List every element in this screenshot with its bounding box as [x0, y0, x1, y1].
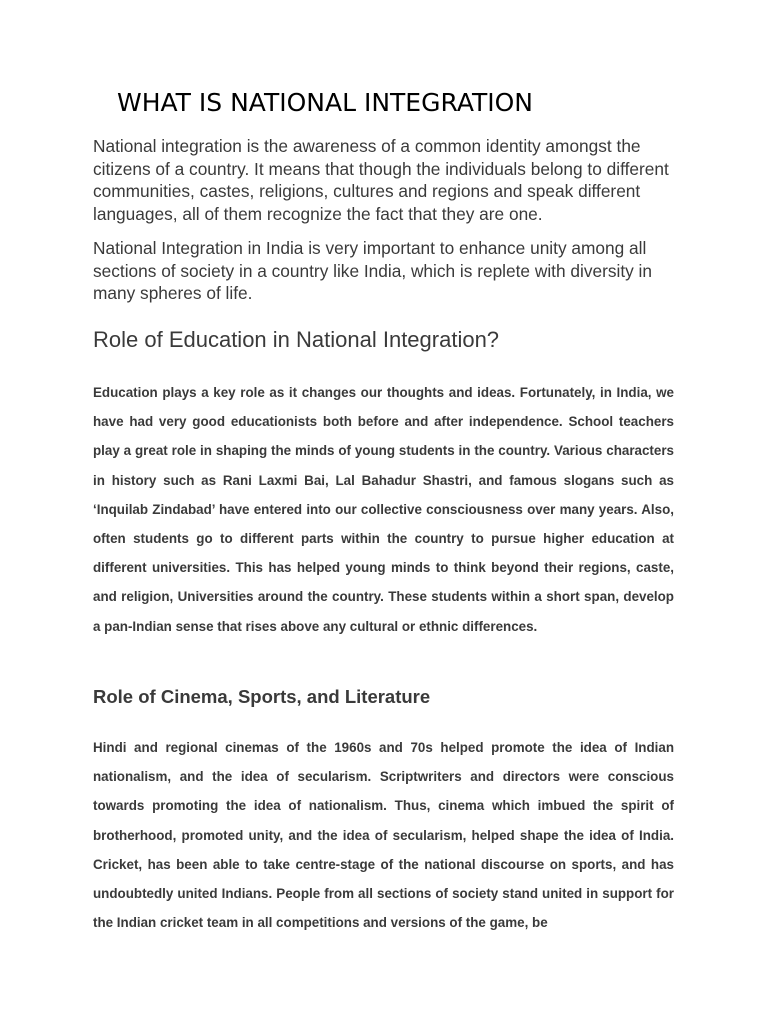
- education-section-heading: Role of Education in National Integration?: [93, 327, 500, 352]
- cinema-section-heading: Role of Cinema, Sports, and Literature: [93, 686, 431, 707]
- document-title: WHAT IS NATIONAL INTEGRATION: [117, 88, 534, 117]
- cinema-section-body: Hindi and regional cinemas of the 1960s and 70s helped promote the idea of Indian nationalism, and the idea of secularism. Scriptwriters and directors were conscious towards promoting the idea of nationalism. Thus, cinema which imbued the spirit of brotherhood, promoted unity, and the idea of secularism, helped shape the idea of India. Cricket, has been able to take centre-stage of the national discourse on sports, and has undoubtedly united Indians. People from all sections of society stand united in support for the Indian cricket team in all competitions and versions of the game, be: [93, 740, 674, 931]
- education-section-body: Education plays a key role as it changes our thoughts and ideas. Fortunately, in India, we have had very good educationists both before and after independence. School teachers play a great role in shaping the minds of young students in the country. Various characters in history such as Rani Laxmi Bai, Lal Bahadur Shastri, and famous slogans such as ‘Inquilab Zindabad’ have entered into our collective consciousness over many years. Also, often students go to different parts within the country to pursue higher education at different universities. This has helped young minds to think beyond their regions, caste, and religion, Universities around the country. These students within a short span, develop a pan-Indian sense that rises above any cultural or ethnic differences.: [93, 385, 674, 634]
- intro-paragraph-2: National Integration in India is very important to enhance unity among all sections of society in a country like India, which is replete with diversity in many spheres of life.: [93, 238, 653, 304]
- intro-paragraph-1: National integration is the awareness of a common identity amongst the citizens of a country. It means that though the individuals belong to different communities, castes, religions, cultures and regions and speak different languages, all of them recognize the fact that they are one.: [93, 136, 669, 224]
